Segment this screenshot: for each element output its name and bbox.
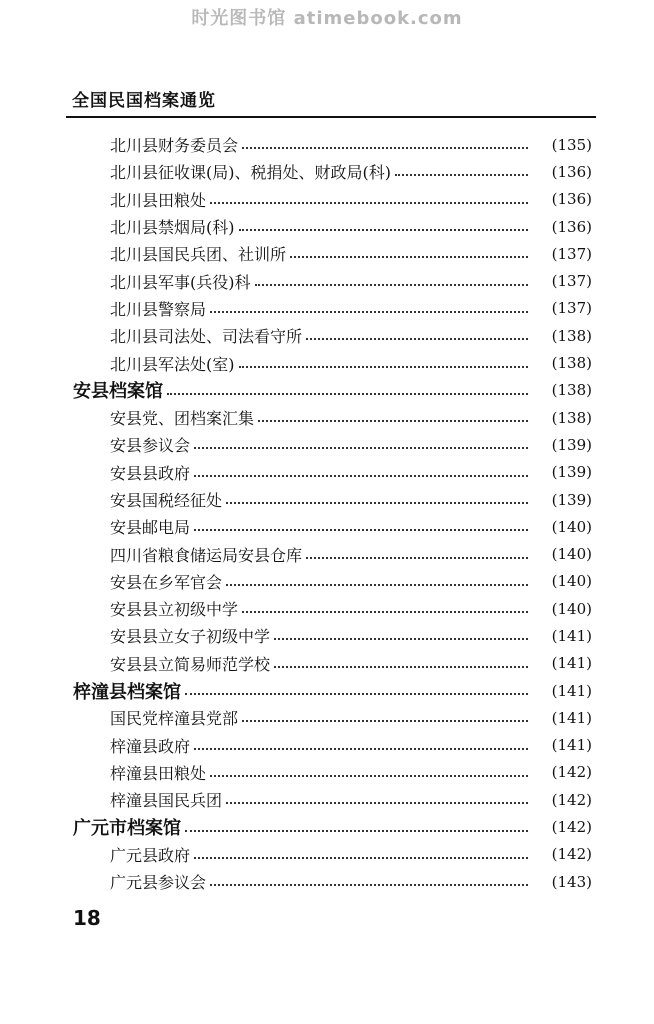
dot-leader <box>239 365 529 368</box>
toc-entry-page: (140) <box>551 545 592 564</box>
dot-leader <box>395 173 528 176</box>
toc-entry <box>0 759 654 786</box>
toc-entry-title: 安县在乡军官会 <box>110 572 223 592</box>
toc-entry-title: 梓潼县政府 <box>110 736 191 756</box>
toc-entry-title: 北川县司法处、司法看守所 <box>110 327 303 347</box>
dot-leader <box>194 474 528 477</box>
toc-entry-title: 安县档案馆 <box>73 381 163 403</box>
toc-entry-title: 国民党梓潼县党部 <box>110 709 239 729</box>
toc-entry-page: (137) <box>551 272 592 291</box>
toc-entry-title: 北川县国民兵团、社训所 <box>110 245 287 265</box>
dot-leader <box>194 856 528 859</box>
toc-entry-page: (138) <box>551 408 592 427</box>
dot-leader <box>274 637 528 640</box>
dot-leader <box>210 310 528 313</box>
toc-entry-title: 安县邮电局 <box>110 518 191 538</box>
toc-entry-title: 安县党、团档案汇集 <box>110 409 255 429</box>
toc-entry <box>0 158 654 185</box>
toc-entry-page: (136) <box>551 217 592 236</box>
toc-entry-title: 安县国税经征处 <box>110 491 223 510</box>
toc-entry-title: 安县参议会 <box>110 436 191 456</box>
toc-entry-title: 安县县立女子初级中学 <box>110 627 271 647</box>
toc-entry-page: (139) <box>551 463 592 482</box>
toc-entry <box>0 295 654 322</box>
dot-leader <box>194 747 528 750</box>
toc-entry <box>0 868 654 895</box>
dot-leader <box>258 419 528 422</box>
toc-entry <box>0 732 654 759</box>
toc-entry-title: 北川县田粮处 <box>110 190 207 210</box>
toc-entry <box>0 595 654 622</box>
toc-entry-title: 梓潼县国民兵团 <box>110 791 223 811</box>
toc-section-heading <box>0 377 654 404</box>
watermark-text: 时光图书馆 atimebook.com <box>191 8 463 29</box>
dot-leader <box>185 829 528 832</box>
toc-entry <box>0 322 654 349</box>
toc-entry-page: (138) <box>551 326 592 345</box>
dot-leader <box>194 446 528 449</box>
toc-entry-page: (142) <box>551 763 592 782</box>
toc-entry-title: 四川省粮食储运局安县仓库 <box>110 545 303 565</box>
dot-leader <box>290 255 528 258</box>
dot-leader <box>255 283 529 286</box>
toc-entry-title: 安县县立简易师范学校 <box>110 654 271 674</box>
toc-entry-page: (142) <box>551 790 592 809</box>
dot-leader <box>242 146 528 149</box>
dot-leader <box>210 774 528 777</box>
page-number: 18 <box>73 906 101 930</box>
dot-leader <box>210 201 528 204</box>
toc-entry-title: 北川县警察局 <box>110 299 207 319</box>
toc-entry-title: 安县县政府 <box>110 463 191 483</box>
toc-entry-title: 北川县财务委员会 <box>110 136 239 156</box>
dot-leader <box>274 665 528 668</box>
toc-entry <box>0 240 654 267</box>
toc-entry-page: (137) <box>551 244 592 263</box>
dot-leader <box>226 801 528 804</box>
dot-leader <box>167 392 528 395</box>
running-header-title: 全国民国档案通览 <box>72 91 216 111</box>
toc-entry-title: 广元县政府 <box>110 845 191 865</box>
toc-entry <box>0 568 654 595</box>
toc-entry <box>0 431 654 458</box>
toc-entry-page: (141) <box>551 681 592 700</box>
toc-entry-title: 北川县禁烟局(科) <box>110 218 235 238</box>
toc-entry-page: (141) <box>551 654 592 673</box>
toc-entry-page: (140) <box>551 572 592 591</box>
toc-entry-page: (141) <box>551 708 592 727</box>
dot-leader <box>242 610 528 613</box>
table-of-contents <box>0 131 654 895</box>
toc-section-heading <box>0 677 654 704</box>
toc-entry-title: 北川县军法处(室) <box>110 354 235 374</box>
toc-entry-page: (139) <box>551 490 592 509</box>
dot-leader <box>226 501 528 504</box>
toc-entry <box>0 650 654 677</box>
toc-entry-title: 梓潼县档案馆 <box>73 681 181 703</box>
toc-entry-page: (141) <box>551 736 592 755</box>
dot-leader <box>185 692 528 695</box>
dot-leader <box>194 528 528 531</box>
dot-leader <box>226 583 528 586</box>
toc-entry <box>0 486 654 513</box>
toc-entry-page: (140) <box>551 599 592 618</box>
toc-entry <box>0 459 654 486</box>
toc-entry-page: (139) <box>551 435 592 454</box>
toc-entry-page: (141) <box>551 626 592 645</box>
toc-entry <box>0 404 654 431</box>
toc-entry <box>0 131 654 158</box>
toc-entry <box>0 622 654 649</box>
toc-entry-page: (137) <box>551 299 592 318</box>
toc-entry <box>0 213 654 240</box>
toc-entry-title: 梓潼县田粮处 <box>110 763 207 783</box>
toc-entry-page: (138) <box>551 381 592 400</box>
toc-entry-title: 安县县立初级中学 <box>110 600 239 620</box>
toc-section-heading <box>0 813 654 840</box>
toc-entry-page: (135) <box>551 135 592 154</box>
toc-entry-page: (140) <box>551 517 592 536</box>
toc-entry-title: 北川县军事(兵役)科 <box>110 272 251 292</box>
toc-entry <box>0 349 654 376</box>
toc-entry-page: (142) <box>551 845 592 864</box>
toc-entry-title: 北川县征收课(局)、税捐处、财政局(科) <box>110 163 391 183</box>
toc-entry <box>0 540 654 567</box>
toc-entry-title: 广元县参议会 <box>110 873 207 893</box>
toc-entry <box>0 513 654 540</box>
dot-leader <box>242 719 528 722</box>
toc-entry-page: (136) <box>551 190 592 209</box>
toc-entry-page: (136) <box>551 162 592 181</box>
dot-leader <box>306 556 528 559</box>
toc-entry <box>0 267 654 294</box>
toc-entry-page: (143) <box>551 872 592 891</box>
dot-leader <box>210 883 528 886</box>
toc-entry <box>0 786 654 813</box>
toc-entry <box>0 704 654 731</box>
toc-entry-page: (138) <box>551 354 592 373</box>
dot-leader <box>239 228 529 231</box>
toc-entry-page: (142) <box>551 818 592 837</box>
toc-entry <box>0 841 654 868</box>
dot-leader <box>306 337 528 340</box>
toc-entry <box>0 186 654 213</box>
header-rule <box>66 116 596 118</box>
toc-entry-title: 广元市档案馆 <box>73 818 181 840</box>
